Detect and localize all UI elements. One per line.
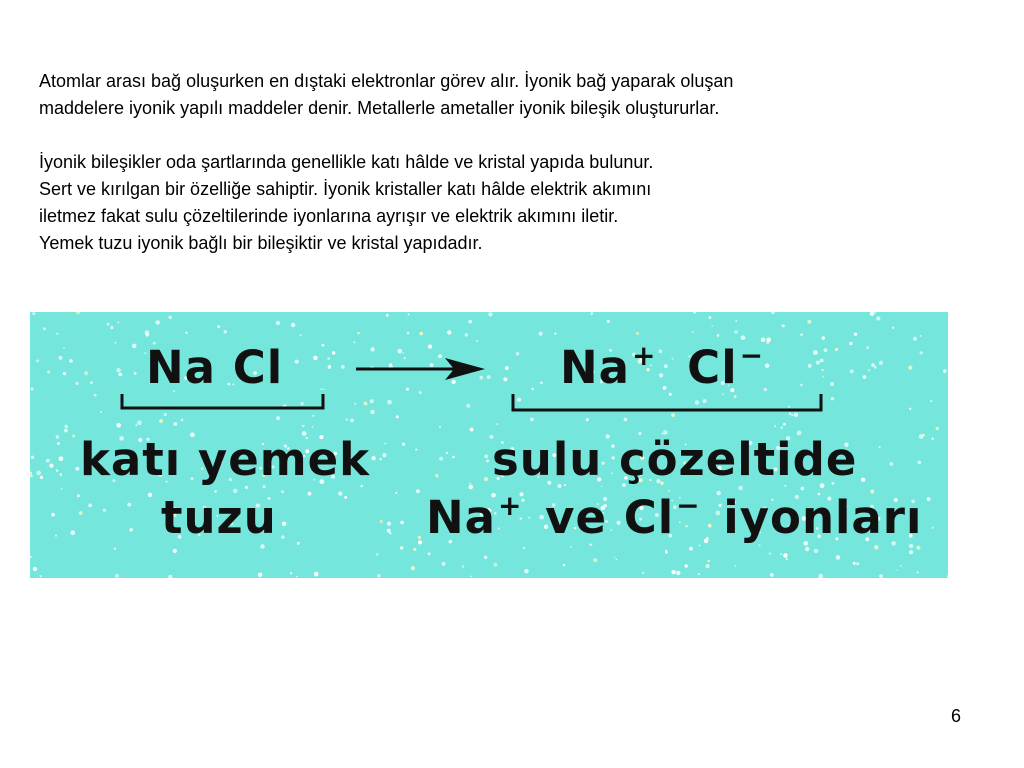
label-ions-word: iyonları — [723, 491, 923, 544]
left-bracket — [122, 394, 323, 408]
paragraph-intro — [39, 68, 733, 122]
paragraph-properties-line-1: İyonik bileşikler oda şartlarında genellikle katı hâlde ve kristal yapıda bulunur. — [39, 152, 654, 172]
label-solid-salt-line-2: tuzu — [161, 491, 277, 544]
ion-na: Na — [560, 341, 631, 394]
label-aqueous-line-2 — [426, 489, 923, 550]
formula-ions — [560, 339, 765, 400]
ion-cl: Cl — [687, 341, 738, 394]
label-na-charge: + — [498, 489, 523, 522]
paragraph-properties-line-2: Sert ve kırılgan bir özelliğe sahiptir. İyonik kristaller katı hâlde elektrik akımını — [39, 179, 652, 199]
label-solid-salt-line-1: katı yemek — [80, 433, 371, 486]
label-aqueous-line-1: sulu çözeltide — [492, 433, 858, 486]
label-na: Na — [426, 491, 497, 544]
ion-na-charge: + — [632, 339, 657, 372]
formula-nacl: Na Cl — [146, 341, 284, 394]
nacl-dissociation-figure — [30, 312, 948, 578]
paragraph-intro-line-1: Atomlar arası bağ oluşurken en dıştaki elektronlar görev alır. İyonik bağ yaparak oluşan — [39, 71, 734, 91]
paragraph-properties-line-4: Yemek tuzu iyonik bağlı bir bileşiktir ve kristal yapıdadır. — [39, 233, 483, 253]
ion-cl-charge: − — [739, 339, 765, 372]
label-ve: ve — [545, 491, 608, 544]
label-cl: Cl — [623, 491, 675, 544]
paragraph-properties-line-3: iletmez fakat sulu çözeltilerinde iyonlarına ayrışır ve elektrik akımını iletir. — [39, 206, 619, 226]
paragraph-intro-line-2: maddelere iyonik yapılı maddeler denir. Metallerle ametaller iyonik bileşik oluştururlar. — [39, 98, 720, 118]
label-cl-charge: − — [676, 489, 701, 522]
page-number: 6 — [951, 706, 962, 726]
paragraph-properties — [39, 149, 653, 257]
